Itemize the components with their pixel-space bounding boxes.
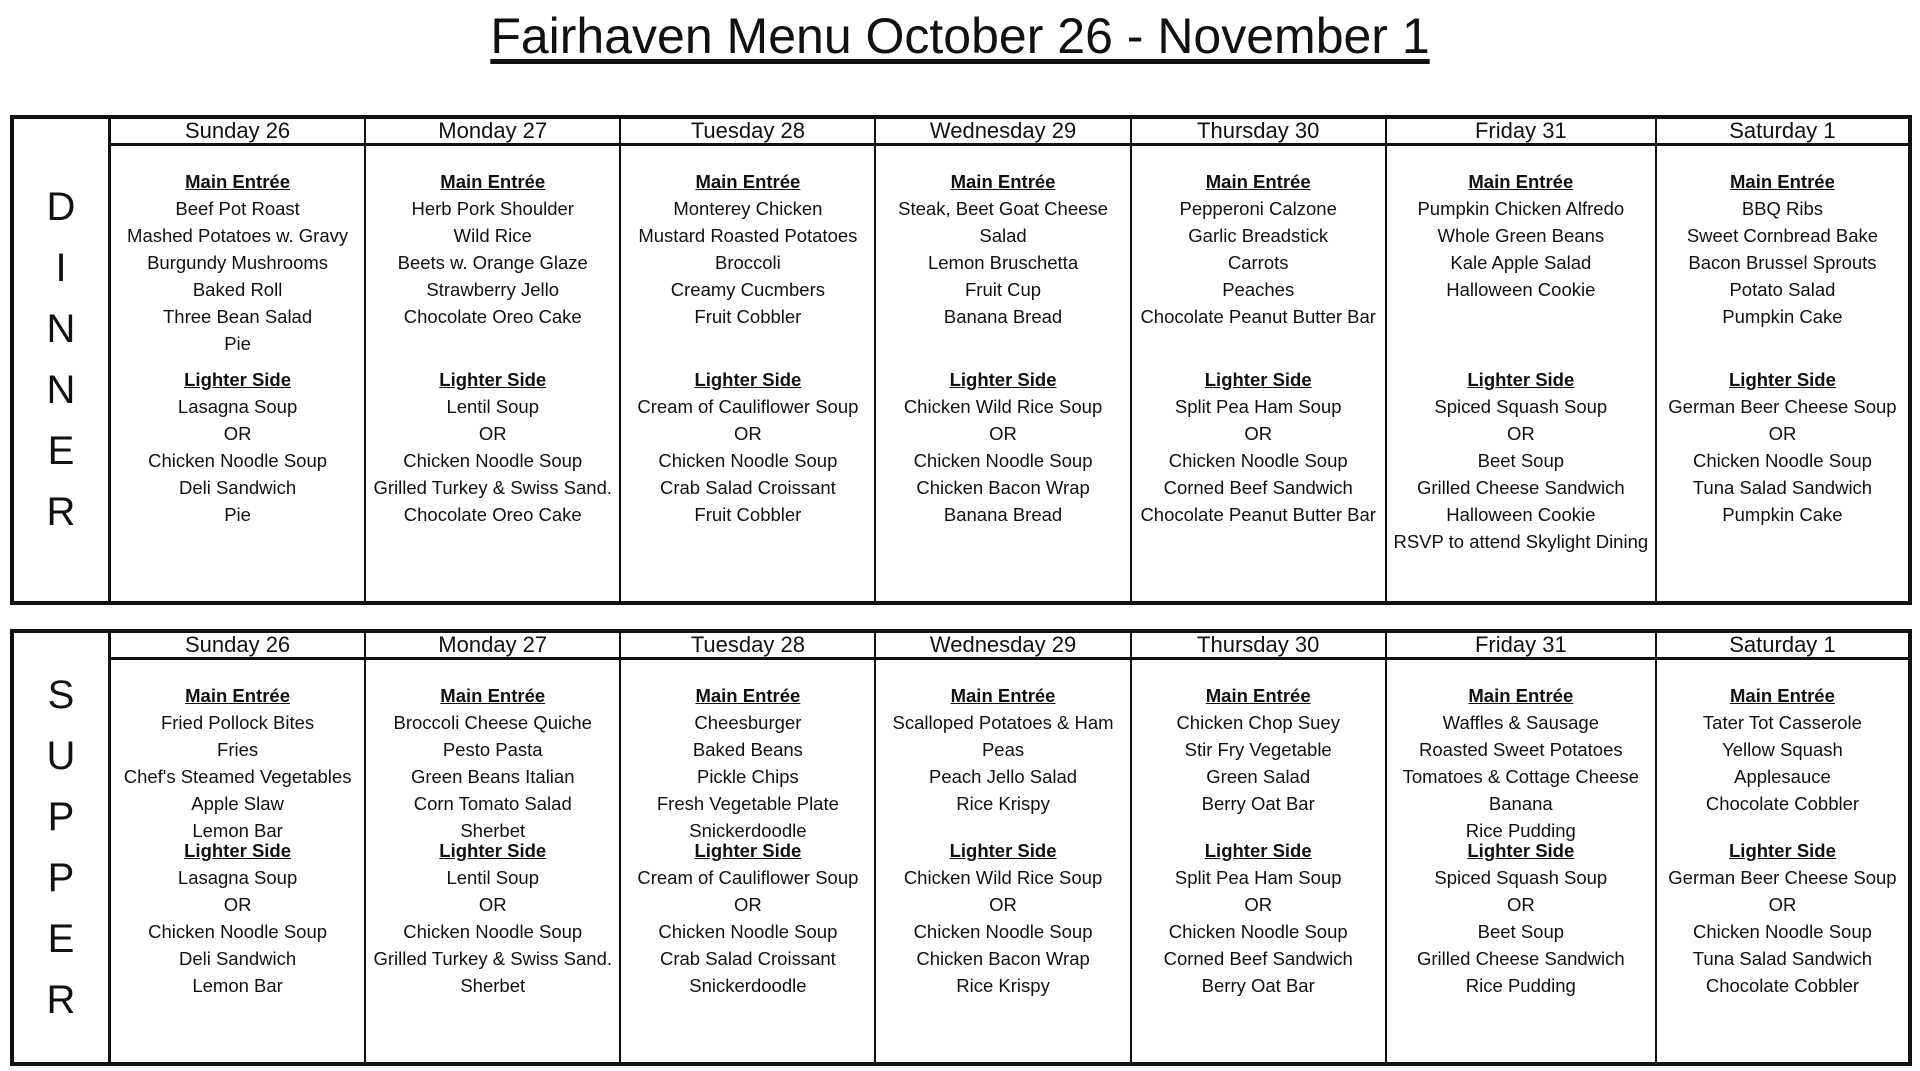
- lighter-side-section: [621, 837, 874, 999]
- menu-item: Snickerdoodle: [689, 820, 807, 841]
- lighter-side-heading: Lighter Side: [439, 369, 547, 390]
- menu-item: Fresh Vegetable Plate: [656, 793, 839, 814]
- lighter-side-section: [366, 366, 619, 528]
- lighter-side-heading: Lighter Side: [1467, 840, 1575, 861]
- menu-item: German Beer Cheese Soup: [1668, 867, 1897, 888]
- menu-item: Beet Soup: [1477, 450, 1565, 471]
- menu-item: Chicken Noodle Soup: [403, 450, 583, 471]
- menu-item: Banana Bread: [943, 504, 1063, 525]
- day-header-cell: Tuesday 28: [621, 119, 876, 143]
- menu-item: Corned Beef Sandwich: [1163, 948, 1353, 969]
- main-entree-heading: Main Entrée: [1468, 171, 1574, 192]
- menu-item: Chicken Chop Suey: [1176, 712, 1340, 733]
- menu-item: Pesto Pasta: [442, 739, 543, 760]
- main-entree-section: [111, 168, 364, 357]
- menu-item: OR: [1244, 423, 1273, 444]
- menu-item: Lemon Bar: [192, 820, 283, 841]
- supper-day-column: [1387, 660, 1657, 1062]
- menu-item: Peaches: [1222, 279, 1295, 300]
- main-entree-section: [1132, 168, 1385, 330]
- menu-item: Yellow Squash: [1722, 739, 1843, 760]
- menu-item: Mashed Potatoes w. Gravy: [127, 225, 349, 246]
- lighter-side-heading: Lighter Side: [694, 840, 802, 861]
- menu-item: Rice Pudding: [1465, 975, 1576, 996]
- menu-item: Fruit Cobbler: [694, 306, 802, 327]
- menu-item: Grilled Turkey & Swiss Sand.: [373, 948, 612, 969]
- menu-item: Cream of Cauliflower Soup: [637, 396, 859, 417]
- lighter-side-section: [1387, 837, 1655, 999]
- menu-item: Chicken Noodle Soup: [1168, 450, 1348, 471]
- lighter-side-section: [1132, 366, 1385, 528]
- menu-item: Herb Pork Shoulder: [411, 198, 574, 219]
- lighter-side-heading: Lighter Side: [1729, 840, 1836, 861]
- menu-item: Cream of Cauliflower Soup: [637, 867, 859, 888]
- menu-item: Chicken Noodle Soup: [403, 921, 583, 942]
- menu-item: Berry Oat Bar: [1201, 975, 1315, 996]
- lighter-side-heading: Lighter Side: [439, 840, 547, 861]
- menu-item: Chocolate Oreo Cake: [403, 504, 582, 525]
- menu-item: Pie: [224, 333, 251, 354]
- lighter-side-section: [1657, 837, 1908, 999]
- menu-item: OR: [478, 423, 507, 444]
- supper-side-letter: P: [47, 855, 75, 900]
- menu-item: Chicken Noodle Soup: [658, 921, 838, 942]
- dinner-day-column: [111, 146, 366, 601]
- menu-item: OR: [1506, 423, 1535, 444]
- day-header-cell: Monday 27: [366, 633, 621, 657]
- menu-item: Three Bean Salad: [163, 306, 313, 327]
- menu-item: Pumpkin Cake: [1722, 504, 1843, 525]
- menu-item: Chicken Noodle Soup: [913, 450, 1093, 471]
- supper-day-header: [111, 633, 1908, 660]
- menu-item: OR: [1768, 423, 1797, 444]
- main-entree-section: [366, 682, 619, 844]
- menu-item: Garlic Breadstick: [1188, 225, 1329, 246]
- lighter-side-heading: Lighter Side: [949, 840, 1057, 861]
- menu-item: Roasted Sweet Potatoes: [1419, 739, 1623, 760]
- dinner-side-letter: N: [46, 368, 76, 412]
- supper-grid: [111, 633, 1908, 1062]
- supper-menu-body: [111, 660, 1908, 1062]
- menu-item: Chicken Wild Rice Soup: [903, 867, 1103, 888]
- supper-day-column: [111, 660, 366, 1062]
- dinner-day-header: [111, 119, 1908, 146]
- menu-item: Pie: [224, 504, 251, 525]
- day-header-cell: Monday 27: [366, 119, 621, 143]
- menu-item: Tater Tot Casserole: [1702, 712, 1862, 733]
- day-header-cell: Wednesday 29: [876, 633, 1131, 657]
- day-header-cell: Saturday 1: [1729, 118, 1836, 143]
- lighter-side-heading: Lighter Side: [184, 369, 292, 390]
- lighter-side-section: [1387, 366, 1655, 555]
- menu-item: Mustard Roasted Potatoes: [638, 225, 858, 246]
- lighter-side-heading: Lighter Side: [1467, 369, 1575, 390]
- menu-item: Burgundy Mushrooms: [147, 252, 329, 273]
- menu-item: Peach Jello Salad: [928, 766, 1078, 787]
- menu-item: Halloween Cookie: [1446, 279, 1596, 300]
- dinner-side-letter: N: [46, 307, 76, 351]
- menu-item: Lemon Bar: [192, 975, 283, 996]
- menu-item: Crab Salad Croissant: [659, 477, 836, 498]
- menu-item: Pumpkin Chicken Alfredo: [1417, 198, 1625, 219]
- day-header-cell: Saturday 1: [1729, 632, 1836, 657]
- menu-item: OR: [478, 894, 507, 915]
- main-entree-section: [1387, 168, 1655, 303]
- lighter-side-section: [1657, 366, 1908, 528]
- menu-item: OR: [734, 894, 762, 915]
- day-header-cell: Friday 31: [1387, 633, 1657, 657]
- menu-item: Berry Oat Bar: [1201, 793, 1315, 814]
- supper-side-letter: R: [46, 977, 76, 1022]
- lighter-side-section: [876, 837, 1129, 999]
- menu-item: Chocolate Peanut Butter Bar: [1140, 504, 1376, 525]
- lighter-side-section: [621, 366, 874, 528]
- menu-item: Chicken Noodle Soup: [148, 921, 328, 942]
- main-entree-heading: Main Entrée: [695, 171, 801, 192]
- menu-item: German Beer Cheese Soup: [1668, 396, 1897, 417]
- menu-item: Tomatoes & Cottage Cheese: [1402, 766, 1640, 787]
- menu-item: Lasagna Soup: [177, 396, 298, 417]
- menu-item: Cheesburger: [694, 712, 802, 733]
- menu-item: Banana: [1488, 793, 1553, 814]
- menu-item: BBQ Ribs: [1741, 198, 1824, 219]
- menu-item: Chicken Noodle Soup: [1692, 921, 1872, 942]
- lighter-side-heading: Lighter Side: [949, 369, 1057, 390]
- menu-item: Chicken Bacon Wrap: [916, 948, 1090, 969]
- main-entree-section: [621, 682, 874, 844]
- main-entree-heading: Main Entrée: [1205, 685, 1311, 706]
- menu-item: Banana Bread: [943, 306, 1063, 327]
- menu-item: Broccoli: [714, 252, 781, 273]
- day-header-cell: Wednesday 29: [876, 119, 1131, 143]
- menu-item: Bacon Brussel Sprouts: [1688, 252, 1877, 273]
- menu-item: OR: [989, 894, 1017, 915]
- menu-item: Monterey Chicken: [673, 198, 823, 219]
- menu-item: Apple Slaw: [191, 793, 284, 814]
- supper-day-column: [1657, 660, 1908, 1062]
- menu-item: Lentil Soup: [446, 867, 540, 888]
- supper-block: [10, 629, 1912, 1066]
- menu-item: OR: [223, 423, 252, 444]
- menu-item: Fries: [217, 739, 259, 760]
- menu-item: Tuna Salad Sandwich: [1692, 477, 1873, 498]
- main-entree-section: [1657, 682, 1908, 817]
- supper-day-column: [1132, 660, 1387, 1062]
- dinner-day-column: [621, 146, 876, 601]
- menu-item: OR: [223, 894, 252, 915]
- menu-item: Fruit Cobbler: [694, 504, 802, 525]
- lighter-side-heading: Lighter Side: [1204, 369, 1312, 390]
- menu-item: Chicken Wild Rice Soup: [903, 396, 1103, 417]
- dinner-side-label: [14, 119, 111, 601]
- menu-item: RSVP to attend Skylight Dining: [1393, 531, 1649, 552]
- menu-item: Lentil Soup: [446, 396, 540, 417]
- menu-item: Stir Fry Vegetable: [1184, 739, 1332, 760]
- menu-item: Rice Krispy: [956, 975, 1050, 996]
- dinner-side-letter: D: [46, 185, 76, 229]
- menu-item: OR: [1244, 894, 1273, 915]
- day-header-cell: Thursday 30: [1132, 119, 1387, 143]
- menu-item: Green Salad: [1206, 766, 1311, 787]
- menu-item: Chef's Steamed Vegetables: [123, 766, 352, 787]
- main-entree-heading: Main Entrée: [695, 685, 801, 706]
- menu-item: Fruit Cup: [965, 279, 1042, 300]
- day-header-cell: Sunday 26: [111, 633, 366, 657]
- lighter-side-section: [111, 366, 364, 528]
- menu-item: Chicken Noodle Soup: [1692, 450, 1872, 471]
- menu-item: Baked Beans: [692, 739, 803, 760]
- menu-item: Rice Krispy: [956, 793, 1050, 814]
- day-header-cell: Friday 31: [1387, 119, 1657, 143]
- menu-item: Chocolate Cobbler: [1705, 975, 1860, 996]
- main-entree-heading: Main Entrée: [950, 685, 1056, 706]
- menu-item: Sherbet: [460, 975, 526, 996]
- menu-item: Chicken Noodle Soup: [658, 450, 838, 471]
- menu-item: Pumpkin Cake: [1722, 306, 1843, 327]
- supper-side-letter: P: [47, 794, 75, 839]
- main-entree-heading: Main Entrée: [185, 685, 290, 706]
- menu-item: Scalloped Potatoes & Ham: [892, 712, 1114, 733]
- dinner-day-column: [1132, 146, 1387, 601]
- menu-item: Fried Pollock Bites: [160, 712, 315, 733]
- main-entree-heading: Main Entrée: [1730, 685, 1835, 706]
- lighter-side-heading: Lighter Side: [184, 840, 292, 861]
- main-entree-section: [876, 168, 1129, 330]
- menu-item: Wild Rice: [453, 225, 532, 246]
- main-entree-section: [366, 168, 619, 330]
- menu-item: Pickle Chips: [696, 766, 799, 787]
- menu-item: Grilled Cheese Sandwich: [1416, 948, 1625, 969]
- menu-item: Grilled Cheese Sandwich: [1416, 477, 1625, 498]
- menu-item: Strawberry Jello: [426, 279, 560, 300]
- dinner-day-column: [366, 146, 621, 601]
- menu-item: Tuna Salad Sandwich: [1692, 948, 1873, 969]
- supper-side-letter: E: [47, 916, 75, 961]
- dinner-menu-body: [111, 146, 1908, 601]
- menu-item: Whole Green Beans: [1437, 225, 1605, 246]
- menu-item: Chicken Bacon Wrap: [916, 477, 1090, 498]
- supper-day-column: [876, 660, 1131, 1062]
- supper-side-letter: U: [46, 733, 76, 778]
- main-entree-section: [621, 168, 874, 330]
- main-entree-heading: Main Entrée: [1730, 171, 1835, 192]
- main-entree-section: [1132, 682, 1385, 817]
- menu-item: Split Pea Ham Soup: [1174, 396, 1342, 417]
- main-entree-heading: Main Entrée: [185, 171, 290, 192]
- lighter-side-heading: Lighter Side: [1204, 840, 1312, 861]
- menu-item: Broccoli Cheese Quiche: [393, 712, 592, 733]
- menu-item: Salad: [979, 225, 1027, 246]
- menu-item: Waffles & Sausage: [1442, 712, 1599, 733]
- lighter-side-section: [876, 366, 1129, 528]
- main-entree-heading: Main Entrée: [950, 171, 1056, 192]
- dinner-side-letter: I: [55, 246, 67, 290]
- day-header-cell: Thursday 30: [1132, 633, 1387, 657]
- menu-item: Sherbet: [460, 820, 526, 841]
- supper-day-column: [621, 660, 876, 1062]
- main-entree-heading: Main Entrée: [1468, 685, 1574, 706]
- day-header-cell: Sunday 26: [111, 119, 366, 143]
- menu-item: Spiced Squash Soup: [1434, 867, 1608, 888]
- lighter-side-section: [111, 837, 364, 999]
- menu-item: Deli Sandwich: [178, 477, 297, 498]
- menu-item: Beef Pot Roast: [175, 198, 300, 219]
- menu-item: Applesauce: [1734, 766, 1831, 787]
- menu-item: Lemon Bruschetta: [927, 252, 1079, 273]
- dinner-side-letter: R: [46, 490, 76, 534]
- menu-item: Green Beans Italian: [410, 766, 575, 787]
- lighter-side-heading: Lighter Side: [1729, 369, 1836, 390]
- main-entree-section: [111, 682, 364, 844]
- menu-item: Baked Roll: [192, 279, 283, 300]
- menu-item: Beet Soup: [1477, 921, 1565, 942]
- dinner-side-letter: E: [47, 429, 75, 473]
- menu-item: Potato Salad: [1729, 279, 1836, 300]
- menu-item: Chicken Noodle Soup: [1168, 921, 1348, 942]
- lighter-side-section: [366, 837, 619, 999]
- menu-item: Halloween Cookie: [1446, 504, 1596, 525]
- menu-item: Deli Sandwich: [178, 948, 297, 969]
- menu-item: Creamy Cucmbers: [670, 279, 825, 300]
- menu-item: Snickerdoodle: [689, 975, 807, 996]
- lighter-side-section: [1132, 837, 1385, 999]
- menu-item: Spiced Squash Soup: [1434, 396, 1608, 417]
- page-title: Fairhaven Menu October 26 - November 1: [490, 8, 1430, 64]
- menu-item: Split Pea Ham Soup: [1174, 867, 1342, 888]
- lighter-side-heading: Lighter Side: [694, 369, 802, 390]
- menu-item: Lasagna Soup: [177, 867, 298, 888]
- menu-item: Crab Salad Croissant: [659, 948, 836, 969]
- menu-item: Rice Pudding: [1465, 820, 1576, 841]
- menu-item: Chicken Noodle Soup: [913, 921, 1093, 942]
- menu-item: Chocolate Cobbler: [1705, 793, 1860, 814]
- dinner-grid: [111, 119, 1908, 601]
- menu-item: OR: [734, 423, 762, 444]
- menu-item: Chocolate Oreo Cake: [403, 306, 582, 327]
- menu-item: OR: [1768, 894, 1797, 915]
- main-entree-section: [1657, 168, 1908, 330]
- dinner-block: [10, 115, 1912, 605]
- main-entree-section: [876, 682, 1129, 817]
- main-entree-heading: Main Entrée: [440, 685, 546, 706]
- main-entree-heading: Main Entrée: [440, 171, 546, 192]
- menu-item: Kale Apple Salad: [1450, 252, 1592, 273]
- supper-side-label: [14, 633, 111, 1062]
- menu-item: Corn Tomato Salad: [413, 793, 572, 814]
- menu-item: Sweet Cornbread Bake: [1686, 225, 1879, 246]
- menu-item: OR: [1506, 894, 1535, 915]
- menu-item: Peas: [981, 739, 1025, 760]
- menu-item: Steak, Beet Goat Cheese: [898, 198, 1108, 219]
- menu-item: Carrots: [1227, 252, 1289, 273]
- menu-item: Beets w. Orange Glaze: [397, 252, 588, 273]
- dinner-day-column: [1387, 146, 1657, 601]
- supper-side-letter: S: [47, 672, 75, 717]
- menu-item: Chocolate Peanut Butter Bar: [1140, 306, 1376, 327]
- menu-item: Pepperoni Calzone: [1179, 198, 1337, 219]
- main-entree-heading: Main Entrée: [1205, 171, 1311, 192]
- menu-item: Grilled Turkey & Swiss Sand.: [373, 477, 612, 498]
- menu-item: Chicken Noodle Soup: [148, 450, 328, 471]
- dinner-day-column: [876, 146, 1131, 601]
- menu-item: Corned Beef Sandwich: [1163, 477, 1353, 498]
- menu-item: OR: [989, 423, 1017, 444]
- main-entree-section: [1387, 682, 1655, 844]
- supper-day-column: [366, 660, 621, 1062]
- day-header-cell: Tuesday 28: [621, 633, 876, 657]
- dinner-day-column: [1657, 146, 1908, 601]
